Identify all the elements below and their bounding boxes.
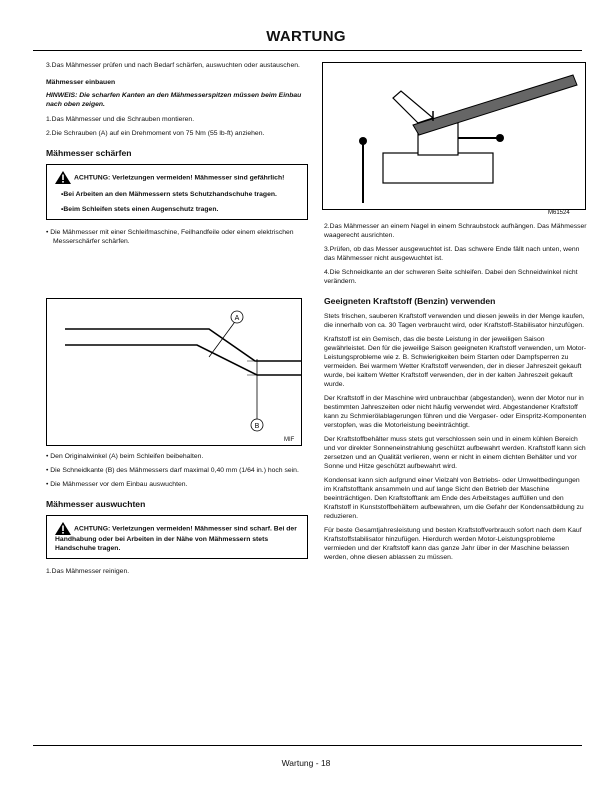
step-text: 1.Das Mähmesser und die Schrauben montieren. bbox=[46, 116, 195, 123]
blade-edge-bottom bbox=[65, 345, 301, 375]
bullet-text: • Den Originalwinkel (A) beim Schleifen beibehalten. bbox=[46, 453, 204, 460]
paragraph: Stets frischen, sauberen Kraftstoff verwenden und diesen jeweils in der Menge kaufen, die innerhalb von ca. 30 Tagen verbraucht wird, oder Kraftstoff-Stabilisator hinzufügen. bbox=[324, 313, 585, 329]
vise-figure bbox=[322, 62, 586, 210]
step-text: 2.Die Schrauben (A) auf ein Drehmoment von 75 Nm (55 lb-ft) anziehen. bbox=[46, 130, 265, 137]
section-heading: Geeigneten Kraftstoff (Benzin) verwenden bbox=[324, 296, 496, 306]
vise-illustration bbox=[323, 63, 585, 209]
figure-caption: M61524 bbox=[548, 210, 570, 216]
warning-triangle-icon bbox=[55, 522, 71, 535]
paragraph: Der Kraftstoff in der Maschine wird unbrauchbar (abgestanden), wenn der Motor nur in bestimmten Jahreszeiten oder nicht häufig verwendet wird. Abgestandener Kraftstoff kann zu Schmierölablagerungen führen und die Vergaser- oder Einspritz-Komponenten verstopfen, was die Motorleistung beeinträchtigt. bbox=[324, 395, 587, 429]
leader-line-a bbox=[209, 319, 237, 357]
bullet-text: • Die Mähmesser mit einer Schleifmaschine, Feilhandfeile oder einem elektrischen Messerschärfer schärfen. bbox=[46, 229, 294, 245]
warning-bullet: •Beim Schleifen stets einen Augenschutz tragen. bbox=[61, 206, 219, 213]
page-title: WARTUNG bbox=[266, 28, 346, 45]
label-b: B bbox=[254, 423, 260, 430]
bullet-text: • Die Schneidkante (B) des Mähmessers darf maximal 0,40 mm (1/64 in.) hoch sein. bbox=[46, 467, 299, 474]
paragraph: Der Kraftstoffbehälter muss stets gut verschlossen sein und in einem kühlen Bereich und vor direkter Sonneneinstrahlung geschützt aufbewahrt werden. Kraftstoff kann sich zersetzen und an Qualität verlieren, wenn er nicht in einem dichten Behälter und vor Sonne und Hitze geschützt aufbewahrt wird. bbox=[324, 436, 586, 470]
step-text: 1.Das Mähmesser reinigen. bbox=[46, 568, 130, 575]
section-subheading: Mähmesser einbauen bbox=[46, 79, 116, 86]
warning-box bbox=[46, 164, 308, 220]
left-column bbox=[46, 61, 308, 251]
note-text: HINWEIS: Die scharfen Kanten an den Mähmesserspitzen müssen beim Einbau nach oben zeigen. bbox=[46, 92, 302, 108]
right-column bbox=[324, 222, 588, 567]
section-heading: Mähmesser schärfen bbox=[46, 148, 132, 158]
step-text: 3.Das Mähmesser prüfen und nach Bedarf schärfen, auswuchten oder austauschen. bbox=[46, 62, 300, 69]
vise-jaw bbox=[393, 91, 433, 123]
step-text: 3.Prüfen, ob das Messer ausgewuchtet ist. Das schwere Ende fällt nach unten, wenn das Mähmesser nicht ausgewuchtet ist. bbox=[324, 246, 580, 262]
warning-box bbox=[46, 515, 308, 559]
paragraph: Für beste Gesamtjahresleistung und besten Kraftstoffverbrauch sofort nach dem Kauf Kraftstoffstabilisator hinzufügen. Hierdurch werden Motor-Leistungsprobleme vermieden und der Kraftstoff kann das ganze Jahr über in der Maschine belassen werden, ohne diesen ablassen zu müssen. bbox=[324, 527, 582, 561]
warning-title: ACHTUNG: Verletzungen vermeiden! Mähmesser sind gefährlich! bbox=[55, 171, 299, 184]
mower-blade bbox=[413, 75, 577, 135]
vise-base bbox=[383, 153, 493, 183]
figure-caption: MIF bbox=[284, 437, 295, 443]
blade-angle-diagram bbox=[47, 299, 301, 445]
step-text: 2.Das Mähmesser an einem Nagel in einem Schraubstock aufhängen. Das Mähmesser waagerecht ausrichten. bbox=[324, 223, 587, 239]
section-heading: Mähmesser auswuchten bbox=[46, 499, 146, 509]
left-column-lower bbox=[46, 452, 308, 581]
paragraph: Kondensat kann sich aufgrund einer Vielzahl von Betriebs- oder Umweltbedingungen im Kraftstofftank ansammeln und auf lange Sicht den Betrieb der Maschine beeinträchtigen. Den Kraftstofftank am Ende des Arbeitstages auffüllen und den Kraftstoff in Kunststoffbehältern aufbewahren, um die Gefahr der Kondensatbildung zu reduzieren. bbox=[324, 477, 584, 520]
step-text: 4.Die Schneidkante an der schweren Seite schleifen. Dabei den Schneidwinkel nicht verändern. bbox=[324, 269, 578, 285]
paragraph: Kraftstoff ist ein Gemisch, das die beste Leistung in der jeweiligen Saison gewährleistet. Den für die jeweilige Saison geeigneten Kraftstoff verwenden, um Motor-Leistungsprobleme wie z. B. Schwierigkeiten beim Starten oder Dampfsperren zu vermeiden. Bei warmem Wetter Kraftstoff verwenden, der in dieser Jahreszeit gekauft wurde, bei kaltem Wetter Kraftstoff verwenden, der in der kalten Jahreszeit gekauft wurde. bbox=[324, 336, 587, 388]
page-number: Wartung - 18 bbox=[281, 758, 331, 768]
footer-rule bbox=[33, 745, 582, 746]
warning-bullet: •Bei Arbeiten an den Mähmessern stets Schutzhandschuhe tragen. bbox=[61, 191, 277, 198]
bullet-text: • Die Mähmesser vor dem Einbau auswuchten. bbox=[46, 481, 188, 488]
warning-title: ACHTUNG: Verletzungen vermeiden! Mähmesser sind scharf. Bei der Handhabung oder bei Arbeiten in der Nähe von Mähmessern stets Handschuhe tragen. bbox=[55, 522, 299, 553]
label-a: A bbox=[234, 315, 240, 322]
header-rule bbox=[33, 50, 582, 51]
blade-angle-figure bbox=[46, 298, 302, 446]
warning-triangle-icon bbox=[55, 171, 71, 184]
